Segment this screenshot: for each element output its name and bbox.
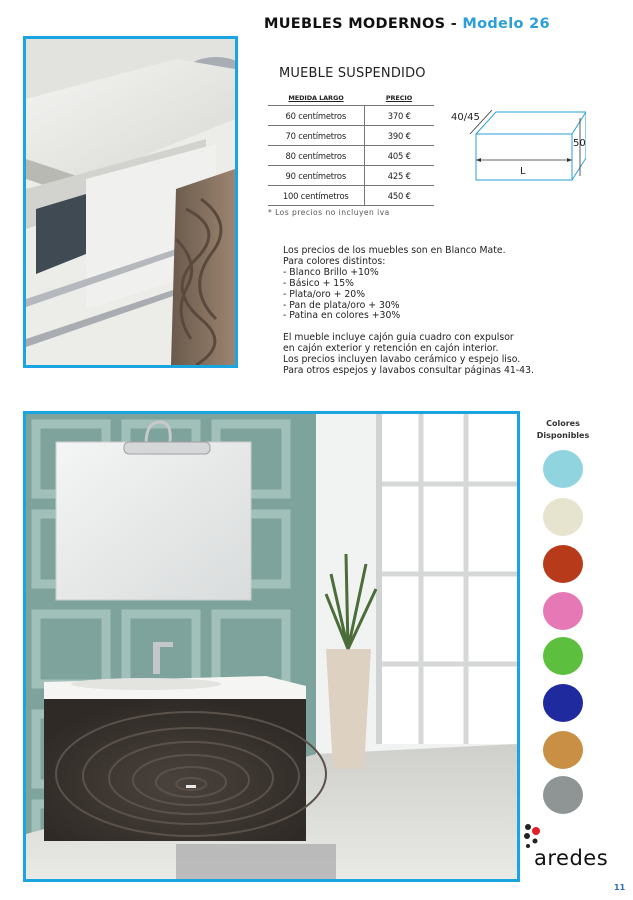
table-row bbox=[268, 106, 434, 126]
color-swatch bbox=[543, 731, 583, 769]
header-model: Modelo 26 bbox=[462, 16, 550, 32]
vat-note: * Los precios no incluyen iva bbox=[268, 208, 390, 217]
price-cell: 390 € bbox=[364, 126, 434, 146]
description-line: El mueble incluye cajón guia cuadro con expulsor bbox=[283, 332, 514, 344]
color-swatch bbox=[543, 637, 583, 675]
color-swatch bbox=[543, 498, 583, 536]
color-swatch bbox=[543, 545, 583, 583]
color-swatch bbox=[543, 450, 583, 488]
price-cell: 450 € bbox=[364, 186, 434, 206]
size-cell: 70 centímetros bbox=[268, 126, 364, 146]
description-line: en cajón exterior y retención en cajón interior. bbox=[283, 343, 499, 355]
description-line: - Básico + 15% bbox=[283, 277, 354, 289]
brand-name: aredes bbox=[534, 846, 609, 870]
header-title: MUEBLES MODERNOS bbox=[264, 16, 446, 32]
depth-label: 40/45 bbox=[451, 112, 480, 123]
bathroom-photo bbox=[23, 411, 520, 882]
description-line: - Plata/oro + 20% bbox=[283, 288, 366, 300]
description-line: Para colores distintos: bbox=[283, 255, 386, 267]
table-row bbox=[268, 186, 434, 206]
description-line: - Pan de plata/oro + 30% bbox=[283, 299, 400, 311]
column-header-size: MEDIDA LARGO bbox=[288, 93, 344, 102]
size-cell: 60 centímetros bbox=[268, 106, 364, 126]
size-cell: 90 centímetros bbox=[268, 166, 364, 186]
header-separator: - bbox=[445, 16, 463, 32]
colors-title bbox=[527, 418, 599, 442]
column-header-price: PRECIO bbox=[385, 93, 413, 102]
price-cell: 425 € bbox=[364, 166, 434, 186]
description-text bbox=[283, 246, 534, 377]
description-line: Los precios incluyen lavabo cerámico y espejo liso. bbox=[283, 354, 521, 366]
length-label: L bbox=[520, 166, 526, 177]
price-table bbox=[268, 90, 434, 206]
description-line: Los precios de los muebles son en Blanco Mate. bbox=[283, 245, 506, 256]
color-swatch bbox=[543, 592, 583, 630]
price-cell: 405 € bbox=[364, 146, 434, 166]
table-row bbox=[268, 146, 434, 166]
description-line: - Patina en colores +30% bbox=[283, 310, 401, 322]
price-cell: 370 € bbox=[364, 106, 434, 126]
size-cell: 80 centímetros bbox=[268, 146, 364, 166]
page-number: 11 bbox=[614, 883, 626, 892]
brand-accent-dot bbox=[532, 827, 540, 835]
colors-title-line: Colores bbox=[546, 419, 580, 428]
description-line: Para otros espejos y lavabos consultar páginas 41-43. bbox=[283, 365, 534, 377]
description-line: - Blanco Brillo +10% bbox=[283, 266, 379, 278]
color-swatch bbox=[543, 776, 583, 814]
table-row bbox=[268, 126, 434, 146]
page-header bbox=[264, 16, 624, 32]
size-cell: 100 centímetros bbox=[268, 186, 364, 206]
product-title: MUEBLE SUSPENDIDO bbox=[279, 66, 426, 81]
table-row bbox=[268, 166, 434, 186]
colors-title-line: Disponibles bbox=[536, 431, 590, 440]
color-swatch bbox=[543, 684, 583, 722]
drawer-detail-photo bbox=[23, 36, 238, 368]
height-label: 50 bbox=[573, 138, 586, 149]
